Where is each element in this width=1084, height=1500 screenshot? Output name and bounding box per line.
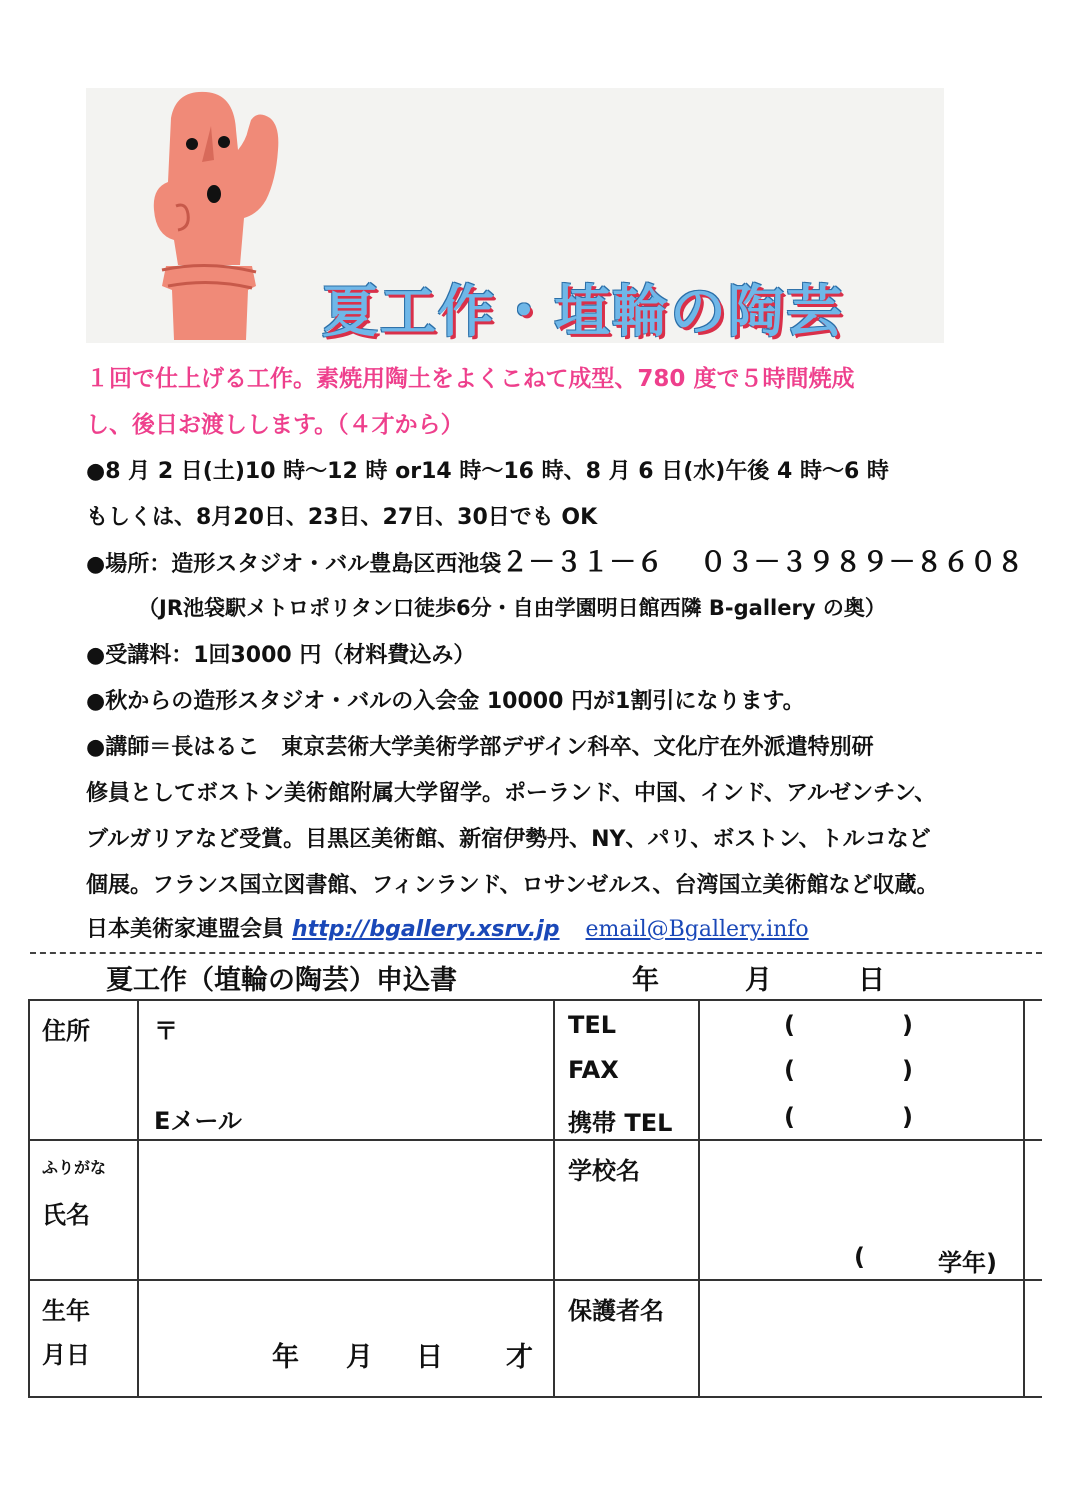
place-address: ２－３１－６ ０３－３９８９－８６０８: [501, 547, 1024, 578]
mobile-paren-open: (: [784, 1103, 795, 1131]
application-form: [28, 999, 1042, 1398]
table-border: [553, 999, 555, 1398]
birth-day-label: 日: [416, 1342, 443, 1373]
date-year-label: 年: [632, 965, 659, 996]
place-line: [86, 540, 1024, 579]
header-banner: [86, 88, 944, 343]
address-field[interactable]: [140, 1003, 550, 1135]
teacher-line: ブルガリアなど受賞。目黒区美術館、新宿伊勢丹、NY、パリ、ボストン、トルコなど: [86, 827, 931, 852]
intro-text: [86, 356, 986, 448]
name-label: 氏名: [42, 1201, 90, 1229]
fax-paren-close: ): [902, 1056, 913, 1084]
table-border: [1023, 999, 1025, 1398]
mobile-field[interactable]: [701, 1095, 1021, 1137]
birth-year-label: 年: [272, 1342, 299, 1373]
table-border: [137, 999, 139, 1398]
tel-paren-open: (: [784, 1011, 795, 1039]
table-border: [28, 999, 30, 1398]
name-field[interactable]: [140, 1143, 550, 1277]
address-label: 住所: [42, 1017, 90, 1045]
school-field[interactable]: [701, 1143, 1021, 1277]
mobile-label: 携帯 TEL: [568, 1109, 673, 1137]
schedule-alt-line: もしくは、8月20日、23日、27日、30日でも OK: [86, 505, 598, 530]
form-date: [632, 958, 971, 997]
table-border: [698, 999, 700, 1398]
birth-label-line1: 生年: [42, 1297, 90, 1325]
mobile-paren-close: ): [902, 1103, 913, 1131]
teacher-line: 修員としてボストン美術館附属大学留学。ポーランド、中国、インド、アルゼンチン、: [86, 781, 937, 806]
guardian-label: 保護者名: [568, 1297, 664, 1325]
tel-field[interactable]: [701, 1003, 1021, 1047]
fax-label: FAX: [568, 1056, 619, 1084]
intro-line: し、後日お渡しします。（４才から）: [86, 412, 464, 438]
date-month-label: 月: [745, 965, 772, 996]
contact-links: [86, 912, 809, 943]
fax-paren-open: (: [784, 1056, 795, 1084]
age-label: 才: [506, 1342, 533, 1373]
page-title: 夏工作・埴輪の陶芸: [322, 280, 844, 345]
table-border: [28, 1396, 1042, 1398]
fee-line: ●受講料：1回3000 円（材料費込み）: [86, 643, 476, 668]
school-label: 学校名: [568, 1157, 640, 1185]
furigana-label: ふりがな: [42, 1158, 107, 1177]
teacher-line: 個展。フランス国立図書館、フィンランド、ロサンゼルス、台湾国立美術館など収蔵。: [86, 873, 939, 898]
birth-label-line2: 月日: [42, 1341, 90, 1369]
access-line: （JR池袋駅メトロポリタン口徒歩6分・自由学園明日館西隣 B-gallery の奥）: [138, 596, 886, 620]
date-day-label: 日: [858, 965, 885, 996]
birthdate-field[interactable]: [140, 1283, 550, 1393]
grade-label: 学年): [938, 1249, 997, 1277]
website-link[interactable]: http://bgallery.xsrv.jp: [292, 917, 560, 942]
table-border: [28, 1279, 1042, 1281]
grade-paren: (: [854, 1243, 865, 1271]
email-label: Eメール: [154, 1107, 242, 1135]
birth-month-label: 月: [346, 1342, 373, 1373]
place-label: ●場所：造形スタジオ・バル豊島区西池袋: [86, 552, 502, 577]
cut-line: [30, 952, 1042, 954]
fax-field[interactable]: [701, 1049, 1021, 1093]
intro-line: １回で仕上げる工作。素焼用陶土をよくこねて成型、780 度で５時間焼成: [86, 366, 855, 392]
guardian-field[interactable]: [701, 1283, 1021, 1393]
haniwa-icon: [116, 90, 316, 340]
tel-paren-close: ): [902, 1011, 913, 1039]
form-title: 夏工作（埴輪の陶芸）申込書: [106, 965, 457, 996]
postal-mark: 〒: [154, 1017, 178, 1045]
email-link[interactable]: email@Bgallery.info: [585, 917, 809, 942]
table-border: [28, 999, 1042, 1001]
schedule-line: ●8 月 2 日(土)10 時～12 時 or14 時～16 時、8 月 6 日(水)午後 4 時～6 時: [86, 459, 889, 484]
discount-line: ●秋からの造形スタジオ・バルの入会金 10000 円が1割引になります。: [86, 689, 805, 714]
table-border: [28, 1139, 1042, 1141]
membership-text: 日本美術家連盟会員: [86, 917, 285, 942]
teacher-line: ●講師＝長はるこ 東京芸術大学美術学部デザイン科卒、文化庁在外派遣特別研: [86, 735, 874, 760]
tel-label: TEL: [568, 1011, 617, 1039]
